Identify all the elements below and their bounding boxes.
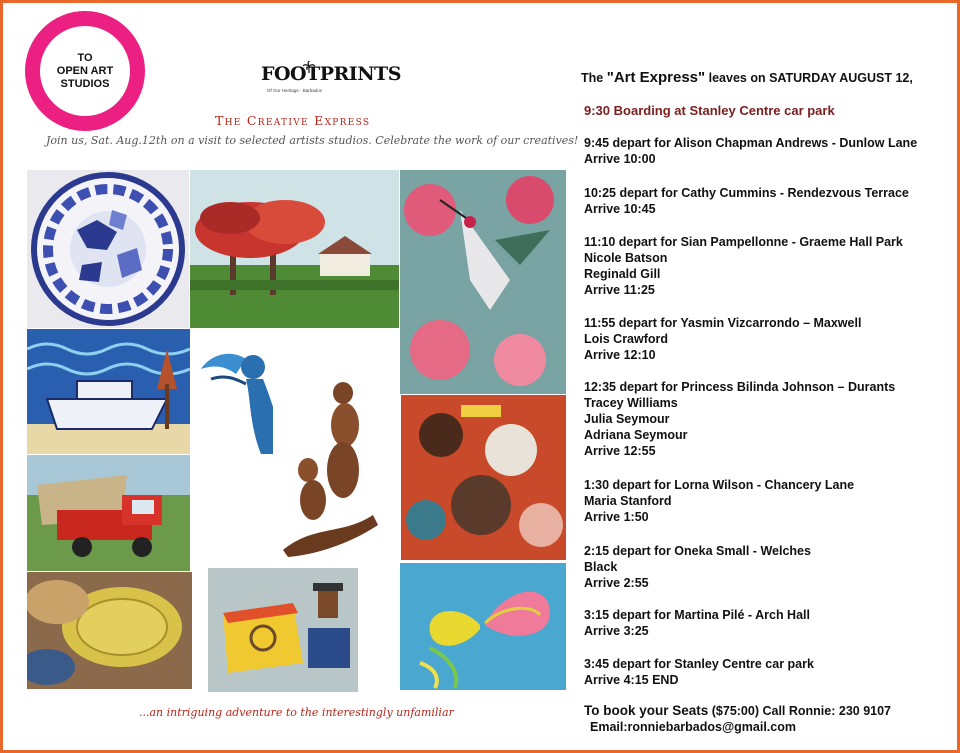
- creative-express-title: The Creative Express: [215, 113, 371, 128]
- artwork-broken-china-plate: [27, 170, 189, 328]
- stop-depart-line: 3:45 depart for Stanley Centre car park: [584, 657, 814, 671]
- stop-detail-line: Arrive 11:25: [584, 283, 655, 297]
- schedule-headline: [581, 69, 913, 86]
- stop-block: [584, 379, 895, 459]
- stop-detail-line: Arrive 10:00: [584, 152, 656, 166]
- stop-detail-line: Arrive 4:15 END: [584, 673, 679, 687]
- artwork-flamboyant-tree: [190, 170, 399, 328]
- headline-post: leaves on SATURDAY AUGUST 12,: [705, 71, 913, 85]
- stop-detail-line: Maria Stanford: [584, 494, 672, 508]
- stop-detail-line: Arrive 12:10: [584, 348, 656, 362]
- stop-block: [584, 607, 810, 639]
- stop-depart-line: 11:55 depart for Yasmin Vizcarrondo – Maxwell: [584, 316, 862, 330]
- booking-email[interactable]: Email:ronniebarbados@gmail.com: [590, 720, 796, 734]
- artwork-boat: [27, 329, 190, 454]
- badge-line: STUDIOS: [60, 77, 110, 90]
- headline-pre: The: [581, 71, 607, 85]
- stop-detail-line: Arrive 3:25: [584, 624, 649, 638]
- artwork-red-truck: [27, 455, 190, 571]
- stop-depart-line: 10:25 depart for Cathy Cummins - Rendezvous Terrace: [584, 186, 909, 200]
- stop-block: [584, 185, 909, 217]
- stop-detail-line: Tracey Williams: [584, 396, 678, 410]
- stop-detail-line: Arrive 2:55: [584, 576, 649, 590]
- stop-block: [584, 477, 854, 525]
- stop-detail-line: Arrive 1:50: [584, 510, 649, 524]
- stop-detail-line: Black: [584, 560, 618, 574]
- stop-detail-line: Arrive 10:45: [584, 202, 656, 216]
- logo-subline: Of Our Heritage - Barbados: [267, 88, 323, 93]
- artwork-wooden-monkeys: [273, 375, 385, 560]
- booking-lead: To book your Seats: [584, 703, 709, 718]
- artwork-woven-baskets: [27, 572, 192, 689]
- artwork-carnival-crowd: [401, 395, 566, 560]
- artwork-butterfly: [400, 563, 566, 690]
- headline-quoted: "Art Express": [606, 69, 706, 86]
- badge-line: TO: [77, 51, 93, 64]
- logo-wordmark: FOOTPRINTS: [261, 63, 401, 85]
- stop-depart-line: 11:10 depart for Sian Pampellonne - Graeme Hall Park: [584, 235, 903, 249]
- boarding-line: 9:30 Boarding at Stanley Centre car park: [584, 103, 835, 118]
- stop-detail-line: Lois Crawford: [584, 332, 669, 346]
- stop-block: [584, 656, 814, 688]
- palm-icon: [303, 61, 315, 73]
- booking-line: [584, 703, 891, 718]
- booking-price-phone: ($75:00) Call Ronnie: 230 9107: [708, 704, 892, 718]
- badge-line: OPEN ART: [56, 64, 114, 77]
- stop-depart-line: 12:35 depart for Princess Bilinda Johnson – Durants: [584, 380, 896, 394]
- stop-depart-line: 2:15 depart for Oneka Small - Welches: [584, 544, 811, 558]
- stop-detail-line: Nicole Batson: [584, 251, 668, 265]
- stop-block: [584, 135, 917, 167]
- stop-detail-line: Adriana Seymour: [584, 428, 688, 442]
- stop-block: [584, 234, 903, 298]
- stop-detail-line: Julia Seymour: [584, 412, 670, 426]
- artwork-painted-boxes: [208, 568, 358, 692]
- stop-detail-line: Reginald Gill: [584, 267, 661, 281]
- stop-depart-line: 1:30 depart for Lorna Wilson - Chancery Lane: [584, 478, 855, 492]
- tagline: Join us, Sat. Aug.12th on a visit to selected artists studios. Celebrate the work of our creatives!: [46, 134, 579, 147]
- stop-block: [584, 315, 861, 363]
- stop-depart-line: 3:15 depart for Martina Pilé - Arch Hall: [584, 608, 810, 622]
- footprints-logo: [261, 61, 401, 111]
- stop-block: [584, 543, 811, 591]
- artwork-hummingbird: [400, 170, 566, 394]
- stop-detail-line: Arrive 12:55: [584, 444, 656, 458]
- stop-depart-line: 9:45 depart for Alison Chapman Andrews - Dunlow Lane: [584, 136, 918, 150]
- footer-tagline: ...an intriguing adventure to the interestingly unfamiliar: [139, 706, 454, 719]
- open-art-studios-badge: [25, 11, 145, 131]
